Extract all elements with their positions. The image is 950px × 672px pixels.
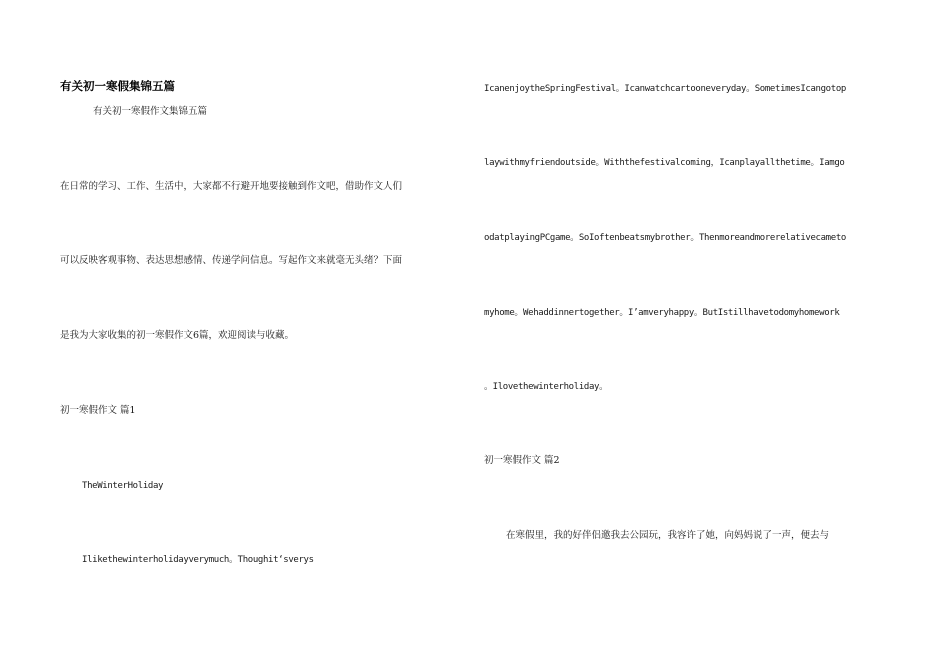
essay2-heading: 初一寒假作文 篇2 — [484, 455, 560, 466]
essay1-title: TheWinterHoliday — [82, 481, 164, 491]
right-column-line-1: IcanenjoytheSpringFestival。Icanwatchcartooneveryday。SometimesIcangotop — [484, 84, 846, 94]
essay1-first-line: Ilikethewinterholidayverymuch。Thoughit‘sverys — [82, 555, 314, 565]
intro-line-1: 在日常的学习、工作、生活中，大家都不行避开地要接触到作文吧，借助作文人们 — [60, 181, 403, 192]
right-column-line-3: odatplayingPCgame。SoIoftenbeatsmybrother。Thenmoreandmorerelativecameto — [484, 233, 846, 243]
document-title: 有关初一寒假集锦五篇 — [60, 79, 175, 93]
intro-line-2: 可以反映客观事物、表达思想感情、传递学问信息。写起作文来就毫无头绪？下面 — [60, 255, 403, 266]
essay1-heading: 初一寒假作文 篇1 — [60, 405, 136, 416]
right-column-line-4: myhome。Wehaddinnertogether。I’amveryhappy。ButIstillhavetodomyhomework — [484, 308, 840, 318]
intro-line-3: 是我为大家收集的初一寒假作文6篇，欢迎阅读与收藏。 — [60, 330, 295, 341]
right-column-line-2: laywithmyfriendoutside。Withthefestivalcoming，Icanplayallthetime。Iamgo — [484, 158, 845, 168]
essay2-first-line: 在寒假里，我的好伴侣邀我去公园玩，我容许了她，向妈妈说了一声，便去与 — [506, 530, 830, 541]
right-column-line-5: 。Ilovethewinterholiday。 — [484, 382, 608, 392]
document-subtitle: 有关初一寒假作文集锦五篇 — [93, 106, 208, 117]
